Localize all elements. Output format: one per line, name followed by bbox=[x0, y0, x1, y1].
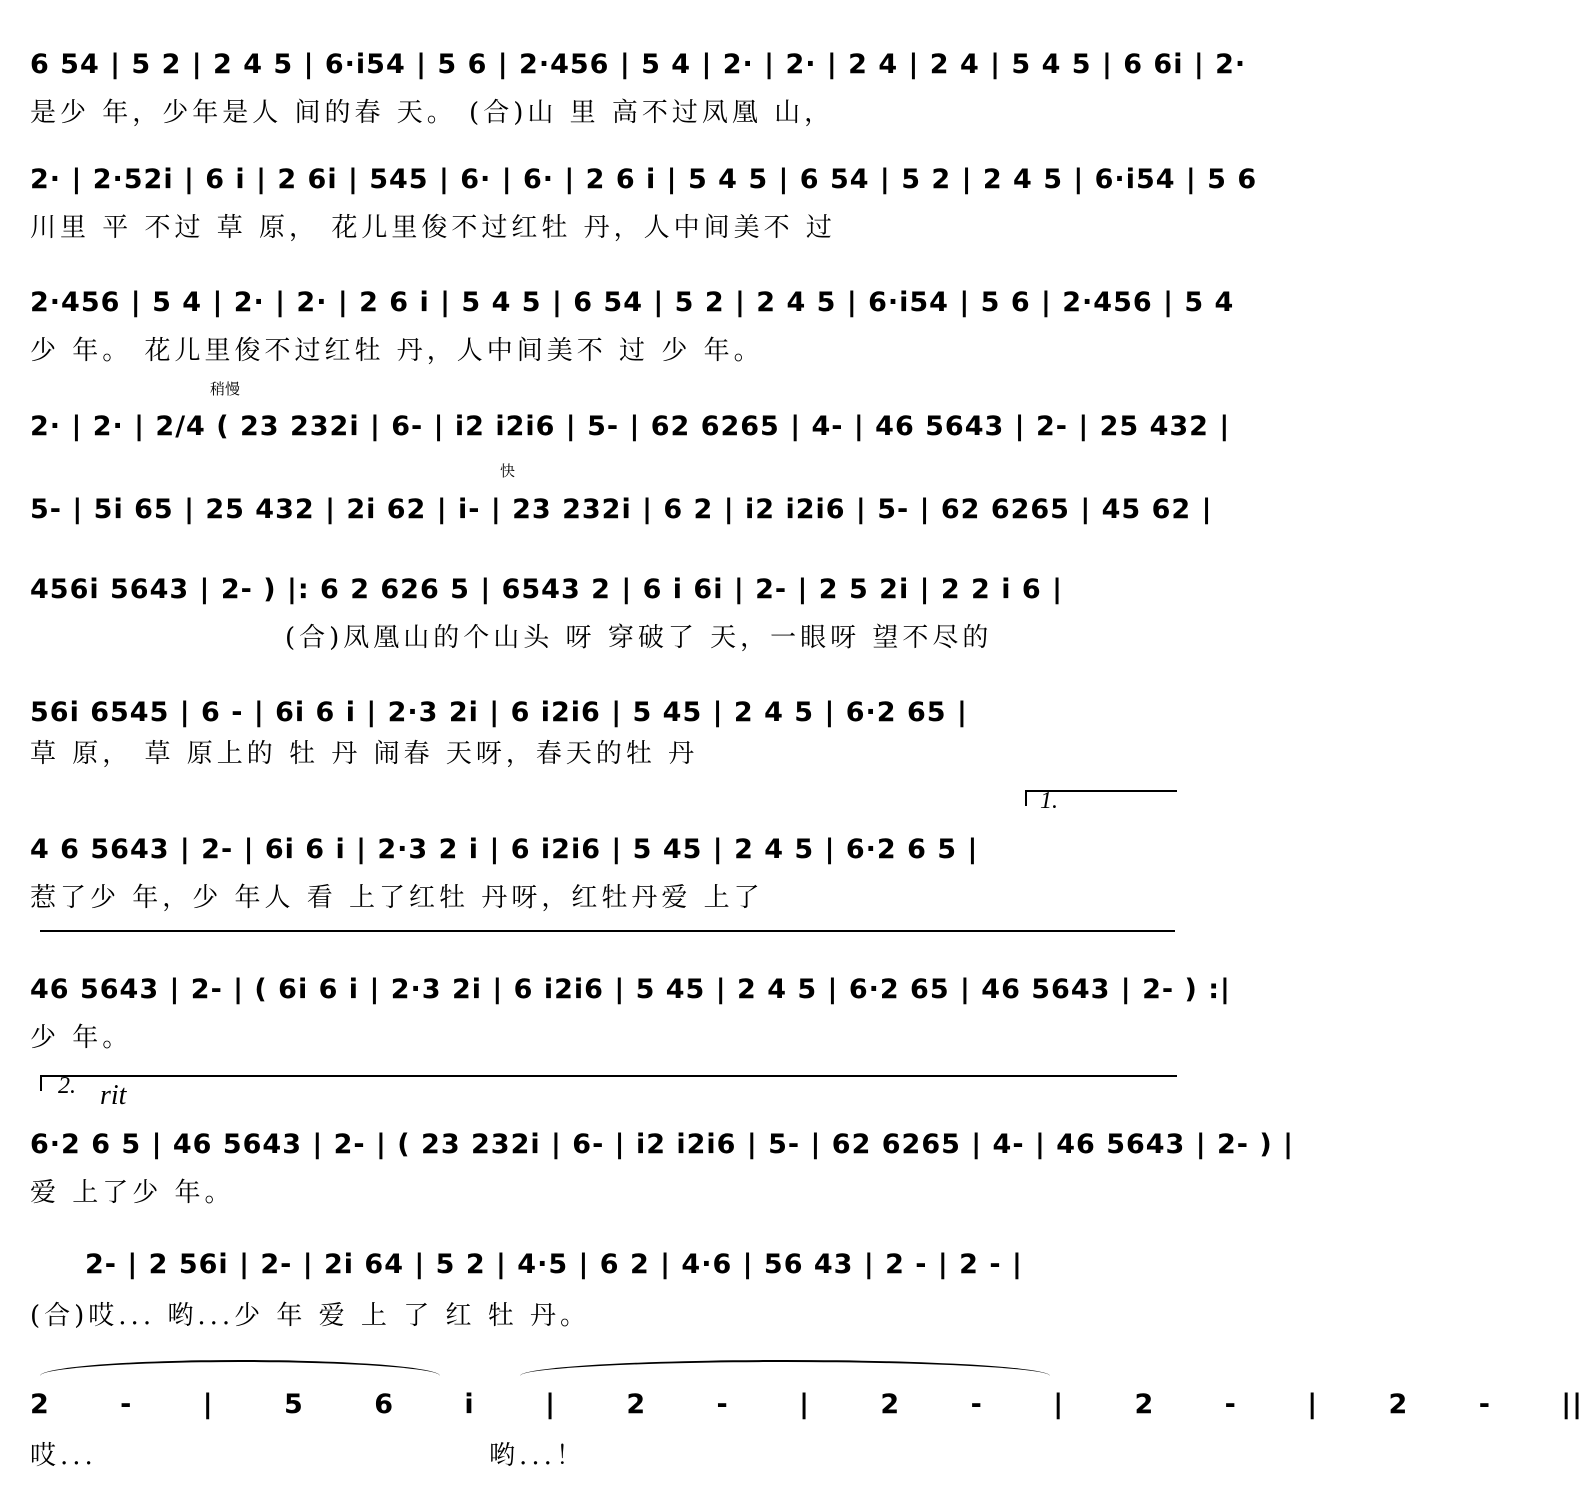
notation-line: 6 54 | 5 2 | 2 4 5 | 6·i54 | 5 6 | 2·456 | 5 4 | 2· | 2· | 2 4 | 2 4 | 5 4 5 | 6 6i | 2· bbox=[30, 49, 1247, 80]
slur bbox=[520, 1360, 1050, 1376]
notation-line: 2 - | 5 6 i | 2 - | 2 - | 2 - | 2 - || bbox=[30, 1389, 1583, 1420]
first-ending-label: 1. bbox=[1040, 788, 1058, 814]
notation-line: 46 5643 | 2- | ( 6i 6 i | 2·3 2i | 6 i2i6 | 5 45 | 2 4 5 | 6·2 65 | 46 5643 | 2- ) :| bbox=[30, 974, 1231, 1005]
lyric-line: 少 年。 bbox=[30, 1023, 133, 1053]
ritardando-mark: rit bbox=[100, 1080, 127, 1111]
lyric-line: (合)凤凰山的个山头 呀 穿破了 天，一眼呀 望不尽的 bbox=[285, 623, 993, 653]
second-ending-label: 2. bbox=[58, 1073, 76, 1099]
notation-line: 2· | 2· | 2/4 ( 23 232i | 6- | i2 i2i6 | 5- | 62 6265 | 4- | 46 5643 | 2- | 25 432 | bbox=[30, 411, 1231, 442]
lyric-line: 草 原， 草 原上的 牡 丹 闹春 天呀，春天的牡 丹 bbox=[30, 739, 699, 769]
notation-line: 2- | 2 56i | 2- | 2i 64 | 5 2 | 4·5 | 6 2 | 4·6 | 56 43 | 2 - | 2 - | bbox=[85, 1249, 1023, 1280]
notation-line: 4 6 5643 | 2- | 6i 6 i | 2·3 2 i | 6 i2i6 | 5 45 | 2 4 5 | 6·2 6 5 | bbox=[30, 834, 979, 865]
first-ending-extension bbox=[40, 930, 1175, 932]
tempo-slightly-slow: 稍慢 bbox=[210, 380, 241, 398]
lyric-line: 爱 上了少 年。 bbox=[30, 1178, 235, 1208]
notation-line: 56i 6545 | 6 - | 6i 6 i | 2·3 2i | 6 i2i6 | 5 45 | 2 4 5 | 6·2 65 | bbox=[30, 697, 968, 728]
lyric-line: (合)哎... 哟...少 年 爱 上 了 红 牡 丹。 bbox=[30, 1301, 590, 1331]
lyric-line: 是少 年，少年是人 间的春 天。 (合)山 里 高不过凤凰 山， bbox=[30, 98, 835, 128]
second-ending-bracket bbox=[40, 1075, 1177, 1091]
lyric-line: 川里 平 不过 草 原， 花儿里俊不过红牡 丹，人中间美不 过 bbox=[30, 213, 836, 243]
notation-line: 5- | 5i 65 | 25 432 | 2i 62 | i- | 23 232i | 6 2 | i2 i2i6 | 5- | 62 6265 | 45 62 | bbox=[30, 494, 1213, 525]
lyric-line: 哎... 哟...！ bbox=[30, 1441, 586, 1471]
tempo-fast: 快 bbox=[500, 462, 516, 480]
lyric-line: 少 年。 花儿里俊不过红牡 丹，人中间美不 过 少 年。 bbox=[30, 336, 764, 366]
notation-line: 456i 5643 | 2- ) |: 6 2 626 5 | 6543 2 | 6 i 6i | 2- | 2 5 2i | 2 2 i 6 | bbox=[30, 574, 1063, 605]
notation-line: 6·2 6 5 | 46 5643 | 2- | ( 23 232i | 6- | i2 i2i6 | 5- | 62 6265 | 4- | 46 5643 | 2- ) | bbox=[30, 1129, 1294, 1160]
notation-line: 2·456 | 5 4 | 2· | 2· | 2 6 i | 5 4 5 | 6 54 | 5 2 | 2 4 5 | 6·i54 | 5 6 | 2·456 | 5 4 bbox=[30, 287, 1235, 318]
notation-line: 2· | 2·52i | 6 i | 2 6i | 545 | 6· | 6· | 2 6 i | 5 4 5 | 6 54 | 5 2 | 2 4 5 | 6·i54 | 5 6 bbox=[30, 164, 1258, 195]
lyric-line: 惹了少 年，少 年人 看 上了红牡 丹呀，红牡丹爱 上了 bbox=[30, 883, 764, 913]
slur bbox=[40, 1360, 440, 1376]
